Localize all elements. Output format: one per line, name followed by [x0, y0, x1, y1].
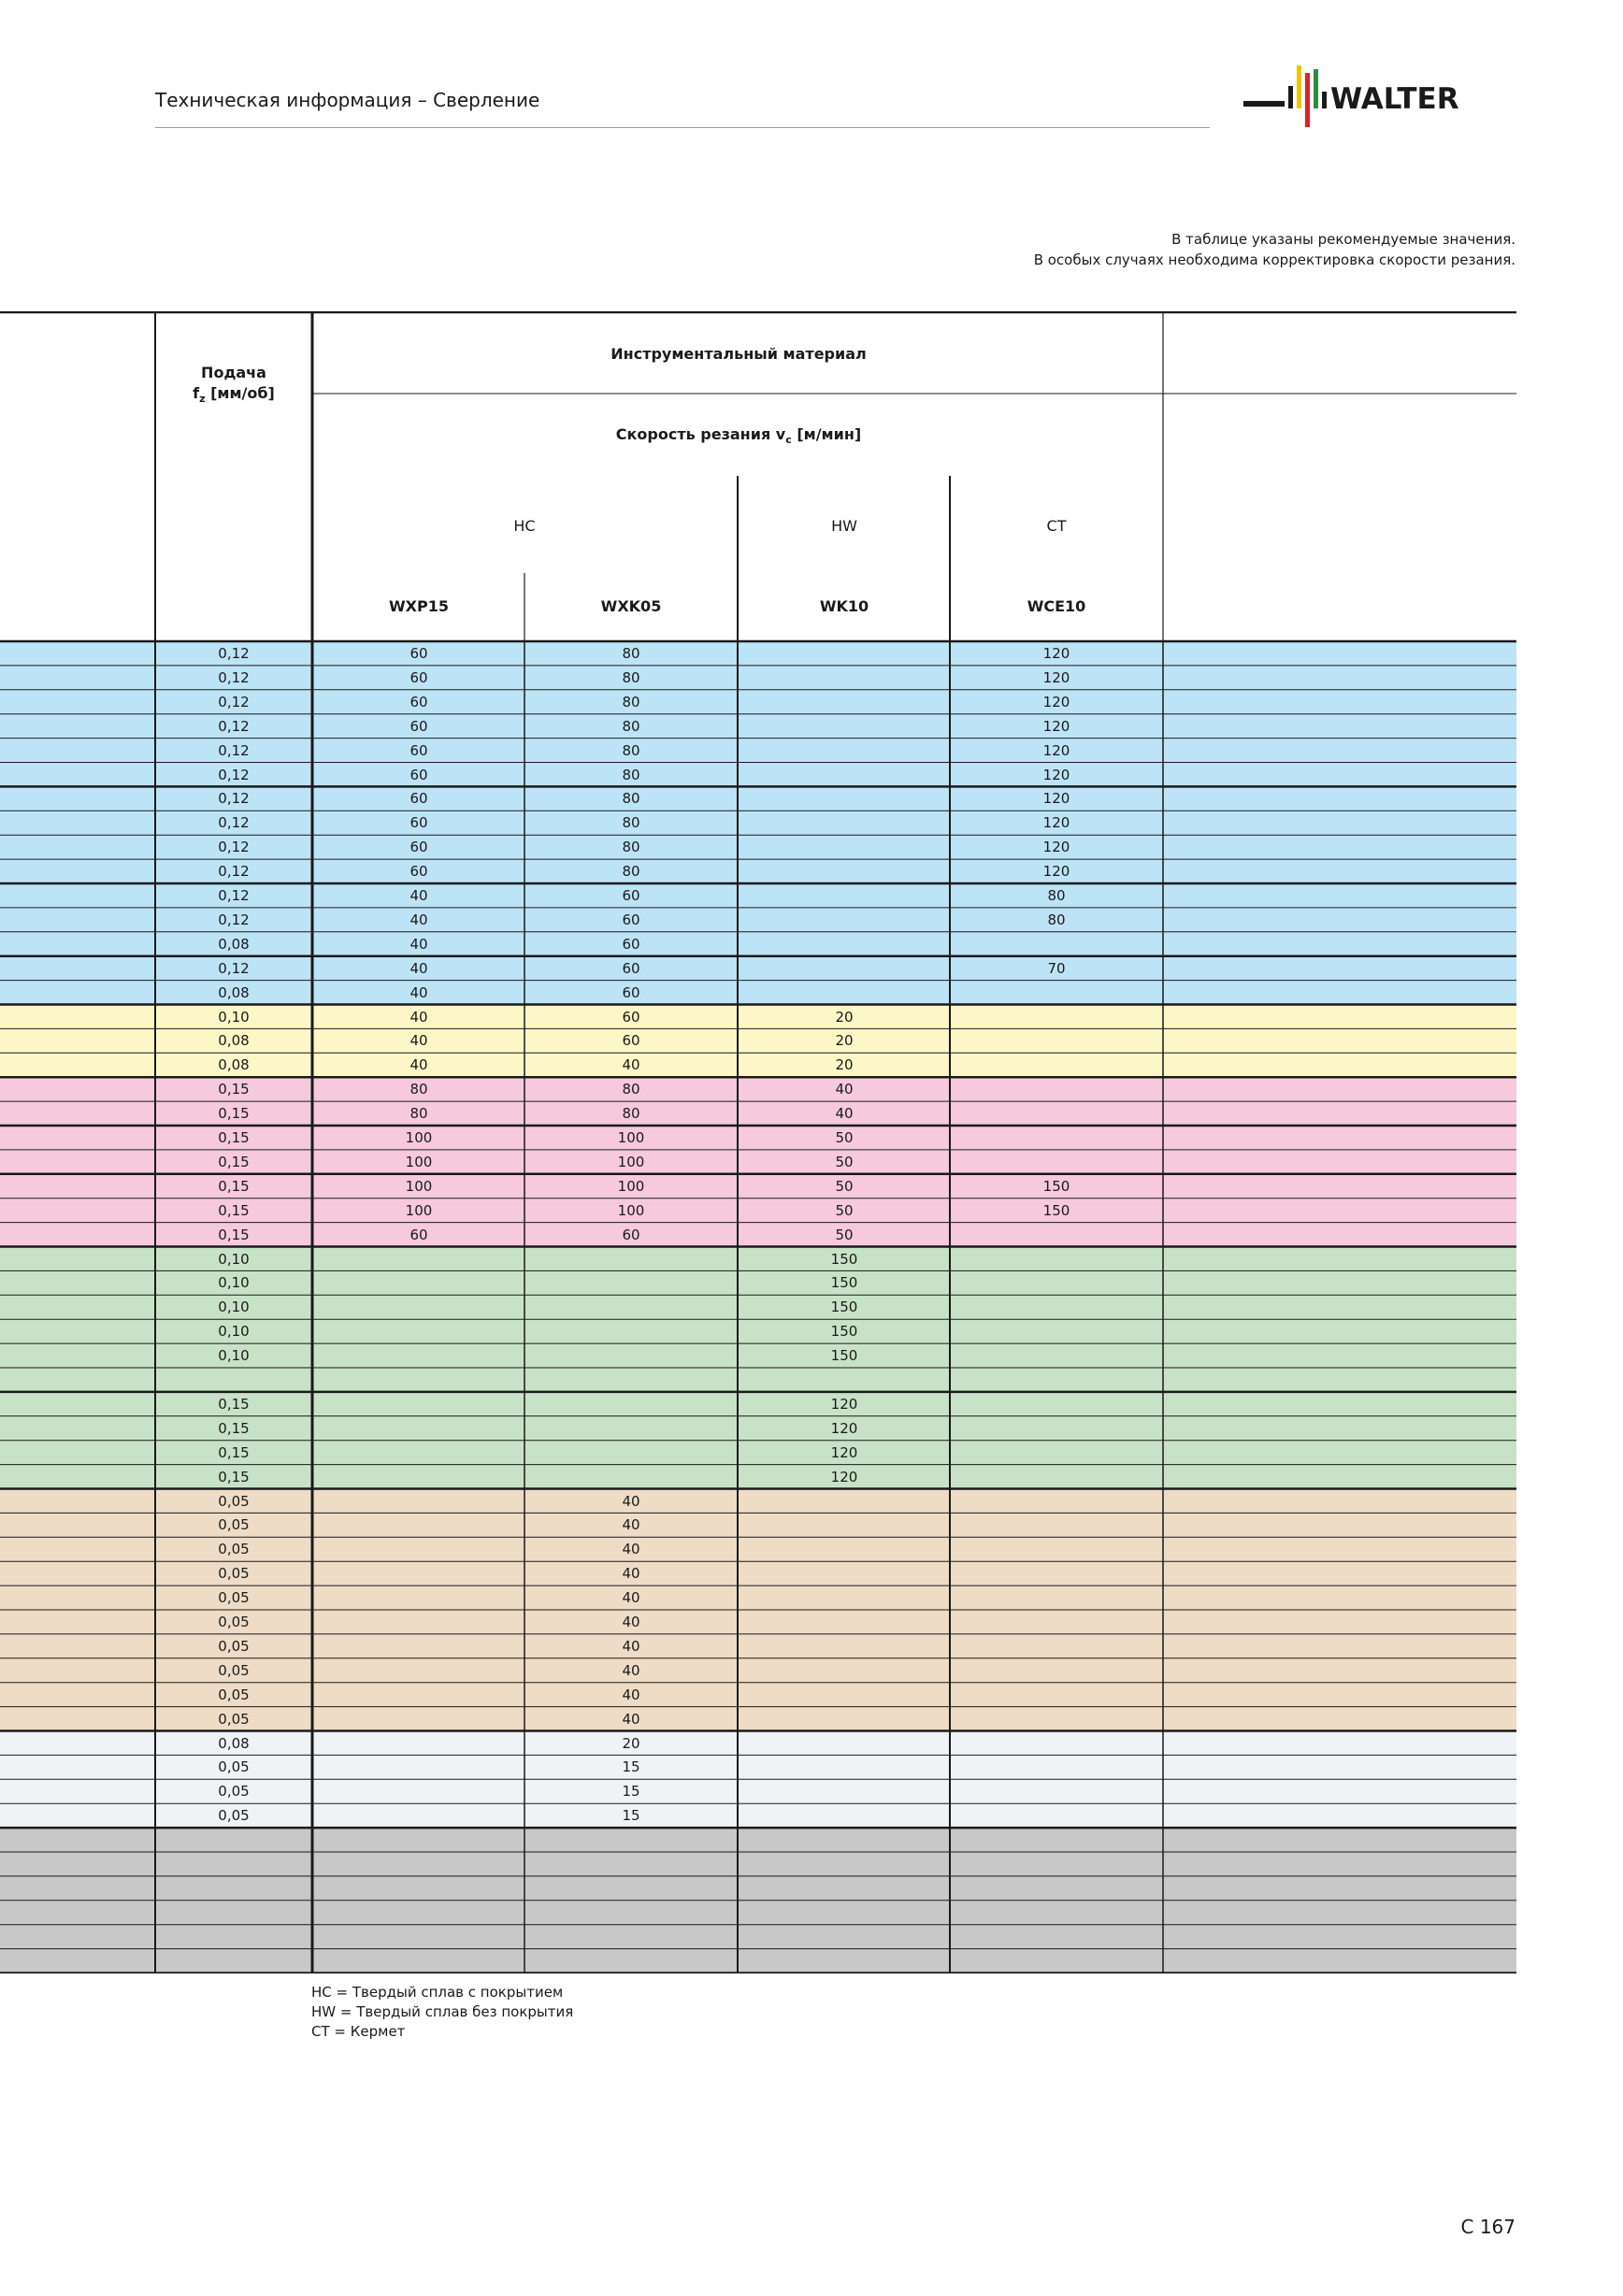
table-cell: 80 [622, 717, 640, 735]
table-cell: 80 [622, 790, 640, 808]
note-line: В особых случаях необходима корректировка скорости резания. [1033, 251, 1515, 268]
row-background [0, 1852, 1516, 1876]
table-cell: 80 [622, 766, 640, 783]
table-cell: 40 [409, 911, 428, 928]
table-cell: 120 [1042, 790, 1070, 808]
table-cell: 150 [830, 1323, 858, 1341]
legend [311, 1983, 573, 2042]
table-cell: 0,10 [218, 1274, 250, 1292]
legend-item: HC = Твердый сплав с покрытием [311, 1984, 564, 2001]
table-cell: 50 [835, 1177, 854, 1195]
table-cell: 150 [830, 1347, 858, 1365]
table-cell: 80 [622, 668, 640, 686]
table-cell: 0,08 [218, 1056, 250, 1074]
table-cell: 100 [405, 1153, 433, 1170]
table-cell: 0,12 [218, 887, 250, 904]
table-cell: 60 [622, 887, 640, 904]
table-cell: 0,10 [218, 1347, 250, 1365]
table-cell: 0,12 [218, 668, 250, 686]
table-cell: 0,05 [218, 1492, 250, 1510]
table-cell: 100 [617, 1177, 645, 1195]
table-cell: 80 [622, 814, 640, 832]
table-cell: 60 [622, 1008, 640, 1026]
grade-header-wce10: WCE10 [1027, 597, 1086, 615]
legend-item: CT = Кермет [311, 2023, 406, 2040]
table-cell: 40 [835, 1105, 854, 1123]
row-background [0, 1368, 1516, 1392]
table-cell: 0,08 [218, 1734, 250, 1752]
table-cell: 60 [409, 766, 428, 783]
table-cell: 0,12 [218, 766, 250, 783]
table-cell: 60 [622, 983, 640, 1001]
table-cell: 0,08 [218, 935, 250, 953]
table-cell: 60 [622, 911, 640, 928]
table-cell: 80 [622, 1081, 640, 1098]
table-cell: 0,15 [218, 1395, 250, 1413]
table-cell: 150 [1042, 1177, 1070, 1195]
group-header-hw: HW [831, 517, 857, 535]
table-cell: 40 [622, 1492, 640, 1510]
table-cell: 40 [409, 983, 428, 1001]
table-cell: 0,05 [218, 1541, 250, 1558]
table-cell: 120 [1042, 766, 1070, 783]
table-cell: 20 [622, 1734, 640, 1752]
table-cell: 40 [622, 1637, 640, 1655]
table-cell: 0,12 [218, 959, 250, 977]
table-cell: 60 [409, 863, 428, 881]
row-background [0, 1949, 1516, 1973]
page-title: Техническая информация – Сверление [155, 89, 540, 111]
table-cell: 0,08 [218, 983, 250, 1001]
table-cell: 80 [409, 1105, 428, 1123]
table-cell: 80 [622, 1105, 640, 1123]
table-cell: 15 [622, 1783, 640, 1801]
table-cell: 40 [622, 1541, 640, 1558]
table-cell: 0,15 [218, 1443, 250, 1461]
table-cell: 0,15 [218, 1129, 250, 1146]
table-cell: 0,08 [218, 1032, 250, 1050]
table-cell: 120 [1042, 814, 1070, 832]
notes [1034, 229, 1515, 270]
table-cell: 40 [409, 959, 428, 977]
table-cell: 80 [622, 645, 640, 662]
table-cell: 0,05 [218, 1637, 250, 1655]
table-cell: 40 [409, 1032, 428, 1050]
feed-header-line1: Подача [201, 363, 266, 381]
table-cell: 0,15 [218, 1468, 250, 1485]
tool-material-header: Инструментальный материал [610, 345, 867, 363]
cutting-data-table [0, 311, 1516, 1973]
table-cell: 80 [622, 839, 640, 856]
table-cell: 0,10 [218, 1008, 250, 1026]
table-cell: 40 [622, 1686, 640, 1703]
table-cell: 100 [617, 1201, 645, 1219]
table-cell: 40 [409, 887, 428, 904]
table-cell: 0,12 [218, 693, 250, 710]
table-cell: 60 [409, 741, 428, 759]
table-cell: 150 [830, 1274, 858, 1292]
table-cell: 0,10 [218, 1323, 250, 1341]
row-background [0, 1925, 1516, 1949]
table-cell: 15 [622, 1807, 640, 1825]
table-cell: 50 [835, 1201, 854, 1219]
table-cell: 20 [835, 1056, 854, 1074]
table-cell: 40 [409, 1008, 428, 1026]
page-number: C 167 [1460, 2216, 1515, 2238]
table-cell: 0,12 [218, 863, 250, 881]
legend-item: HW = Твердый сплав без покрытия [311, 2003, 574, 2020]
table-cell: 50 [835, 1153, 854, 1170]
table-cell: 0,12 [218, 911, 250, 928]
table-cell: 40 [622, 1661, 640, 1679]
group-header-hc: HC [513, 517, 536, 535]
table-cell: 60 [409, 668, 428, 686]
table-cell: 120 [1042, 668, 1070, 686]
table-cell: 40 [835, 1081, 854, 1098]
table-cell: 150 [1042, 1201, 1070, 1219]
grade-header-wk10: WK10 [819, 597, 869, 615]
table-cell: 0,05 [218, 1686, 250, 1703]
table-cell: 60 [409, 717, 428, 735]
table-cell: 0,15 [218, 1419, 250, 1437]
row-background [0, 1876, 1516, 1901]
table-cell: 100 [617, 1129, 645, 1146]
table-cell: 40 [622, 1565, 640, 1583]
table-cell: 120 [1042, 717, 1070, 735]
table-cell: 100 [405, 1201, 433, 1219]
row-background [0, 1901, 1516, 1925]
table-cell: 0,05 [218, 1589, 250, 1607]
table-cell: 0,12 [218, 790, 250, 808]
table-cell: 100 [405, 1129, 433, 1146]
table-cell: 60 [409, 1226, 428, 1243]
table-cell: 80 [1047, 887, 1066, 904]
table-cell: 120 [830, 1395, 858, 1413]
table-cell: 60 [622, 1032, 640, 1050]
table-cell: 0,15 [218, 1105, 250, 1123]
table-cell: 0,12 [218, 717, 250, 735]
table-cell: 0,05 [218, 1783, 250, 1801]
table-cell: 100 [617, 1153, 645, 1170]
group-header-ct: CT [1046, 517, 1067, 535]
table-cell: 100 [405, 1177, 433, 1195]
table-cell: 0,05 [218, 1661, 250, 1679]
table-cell: 0,05 [218, 1758, 250, 1776]
table-cell: 0,12 [218, 645, 250, 662]
table-cell: 0,05 [218, 1710, 250, 1728]
table-cell: 40 [622, 1614, 640, 1630]
table-cell: 0,05 [218, 1516, 250, 1534]
table-cell: 0,05 [218, 1565, 250, 1583]
table-cell: 120 [830, 1468, 858, 1485]
table-cell: 0,12 [218, 741, 250, 759]
table-cell: 0,15 [218, 1081, 250, 1098]
table-cell: 60 [409, 645, 428, 662]
table-cell: 60 [622, 959, 640, 977]
header-divider [155, 127, 1210, 128]
table-cell: 150 [830, 1250, 858, 1268]
table-cell: 0,05 [218, 1614, 250, 1630]
feed-header [193, 363, 275, 409]
feed-header-line2: $f_z$ [мм/об] [193, 383, 275, 406]
table-cell: 80 [622, 693, 640, 710]
table-cell: 0,15 [218, 1177, 250, 1195]
table-cell: 60 [409, 814, 428, 832]
grade-header-wxp15: WXP15 [389, 597, 449, 615]
table-cell: 60 [622, 1226, 640, 1243]
table-cell: 120 [1042, 741, 1070, 759]
table-cell: 20 [835, 1008, 854, 1026]
table-cell: 40 [622, 1056, 640, 1074]
table-cell: 0,10 [218, 1299, 250, 1316]
table-cell: 40 [622, 1516, 640, 1534]
table-cell: 0,05 [218, 1807, 250, 1825]
table-cell: 0,10 [218, 1250, 250, 1268]
note-line: В таблице указаны рекомендуемые значения. [1171, 231, 1515, 248]
table-cell: 0,15 [218, 1153, 250, 1170]
table-cell: 0,12 [218, 814, 250, 832]
table-cell: 60 [409, 839, 428, 856]
table-cell: 80 [622, 863, 640, 881]
table-cell: 70 [1047, 959, 1066, 977]
table-cell: 80 [409, 1081, 428, 1098]
row-background [0, 1828, 1516, 1852]
logo-wordmark: WALTER [1330, 82, 1459, 116]
table-cell: 120 [1042, 645, 1070, 662]
table-cell: 80 [622, 741, 640, 759]
table-cell: 0,15 [218, 1226, 250, 1243]
table-cell: 0,15 [218, 1201, 250, 1219]
table-cell: 40 [622, 1710, 640, 1728]
table-cell: 120 [830, 1419, 858, 1437]
table-cell: 120 [830, 1443, 858, 1461]
table-cell: 40 [409, 1056, 428, 1074]
table-cell: 40 [409, 935, 428, 953]
table-cell: 40 [622, 1589, 640, 1607]
table-cell: 60 [622, 935, 640, 953]
grade-header-wxk05: WXK05 [600, 597, 662, 615]
table-cell: 50 [835, 1129, 854, 1146]
table-cell: 50 [835, 1226, 854, 1243]
table-cell: 15 [622, 1758, 640, 1776]
table-cell: 0,12 [218, 839, 250, 856]
cutting-speed-header: Скорость резания $v_c$ [м/мин] [615, 424, 862, 447]
table-cell: 60 [409, 693, 428, 710]
table-cell: 20 [835, 1032, 854, 1050]
walter-logo [1234, 60, 1515, 135]
table-cell: 120 [1042, 839, 1070, 856]
table-cell: 150 [830, 1299, 858, 1316]
table-cell: 120 [1042, 863, 1070, 881]
table-cell: 80 [1047, 911, 1066, 928]
table-cell: 120 [1042, 693, 1070, 710]
table-cell: 60 [409, 790, 428, 808]
